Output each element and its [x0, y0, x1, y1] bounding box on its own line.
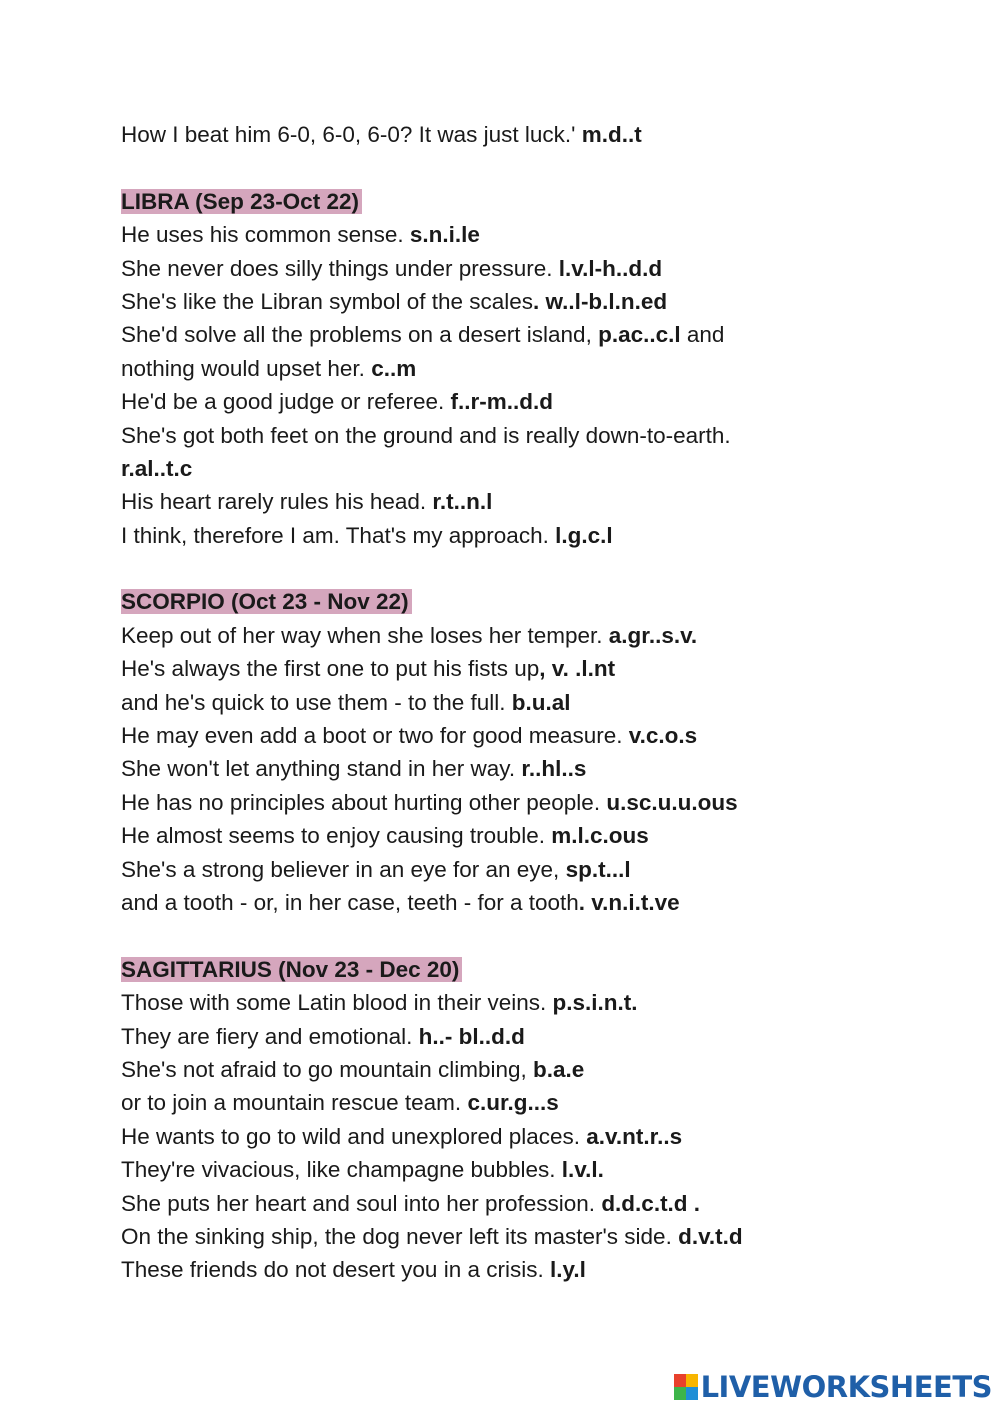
clue-line [121, 752, 841, 785]
clue-line [121, 385, 841, 418]
logo-square-yellow [686, 1374, 698, 1387]
clue-line [121, 1253, 841, 1286]
line-text: They are fiery and emotional. [121, 1023, 419, 1049]
line-text: He has no principles about hurting other people. [121, 789, 607, 815]
answer-hint: c.ur.g...s [467, 1090, 559, 1116]
clue-line [121, 619, 841, 652]
answer-hint: f..r-m..d.d [450, 389, 554, 415]
section-gap [121, 151, 841, 184]
answer-hint: a.v.nt.r..s [586, 1123, 683, 1149]
answer-hint: p.s.i.n.t. [552, 990, 638, 1016]
line-text: He uses his common sense. [121, 222, 410, 248]
clue-line [121, 485, 841, 518]
line-text: He may even add a boot or two for good measure. [121, 723, 629, 749]
line-text: He'd be a good judge or referee. [121, 389, 451, 415]
section-gap [121, 552, 841, 585]
clue-line [121, 719, 841, 752]
line-text: She's a strong believer in an eye for an eye, [121, 856, 566, 882]
liveworksheets-logo [674, 1369, 992, 1405]
clue-line [121, 285, 841, 318]
line-text: She won't let anything stand in her way. [121, 756, 522, 782]
section-heading [121, 185, 841, 218]
clue-line [121, 986, 841, 1019]
clue-line [121, 1220, 841, 1253]
answer-hint: h..- bl..d.d [418, 1023, 525, 1049]
clue-line [121, 352, 841, 385]
line-text: I think, therefore I am. That's my approach. [121, 522, 556, 548]
answer-hint: , v. .l.nt [539, 656, 616, 682]
answer-hint: sp.t...l [565, 856, 631, 882]
answer-hint: r..hl..s [521, 756, 587, 782]
line-text: She never does silly things under pressure. [121, 255, 559, 281]
line-text: She's like the Libran symbol of the scales [121, 288, 534, 314]
sections [121, 151, 841, 1286]
line-text: On the sinking ship, the dog never left its master's side. [121, 1223, 679, 1249]
clue-line [121, 1086, 841, 1119]
answer-hint: l.y.l [549, 1257, 586, 1283]
clue-line [121, 419, 841, 452]
answer-hint: v.c.o.s [628, 723, 698, 749]
answer-hint: b.a.e [533, 1056, 585, 1082]
line-text: She puts her heart and soul into her profession. [121, 1190, 602, 1216]
clue-line [121, 1053, 841, 1086]
line-text: How I beat him 6-0, 6-0, 6-0? It was just luck.' [121, 122, 582, 147]
answer-hint: c..m [371, 355, 417, 381]
clue-line [121, 519, 841, 552]
answer-hint: r.al..t.c [121, 455, 193, 481]
line-text: and he's quick to use them - to the full. [121, 689, 512, 715]
section-heading [121, 585, 841, 618]
line-text: Keep out of her way when she loses her temper. [121, 622, 609, 648]
clue-line [121, 318, 841, 351]
worksheet-page [121, 118, 841, 1287]
line-text: He wants to go to wild and unexplored places. [121, 1123, 587, 1149]
section-heading-text: SCORPIO (Oct 23 - Nov 22) [121, 589, 412, 614]
line-text: His heart rarely rules his head. [121, 489, 433, 515]
clue-line [121, 652, 841, 685]
line-text: These friends do not desert you in a crisis. [121, 1257, 550, 1283]
logo-text: LIVEWORKSHEETS [700, 1370, 992, 1404]
line-text: or to join a mountain rescue team. [121, 1090, 468, 1116]
line-text: He's always the first one to put his fists up [121, 656, 540, 682]
line-tail: and [680, 322, 725, 348]
clue-line [121, 252, 841, 285]
section-heading-text: LIBRA (Sep 23-Oct 22) [121, 189, 362, 214]
clue-line [121, 786, 841, 819]
answer-hint: . v.n.i.t.ve [578, 889, 680, 915]
answer-hint: p.ac..c.l [598, 322, 681, 348]
line-text: They're vivacious, like champagne bubbles. [121, 1157, 562, 1183]
intro-line [121, 118, 841, 151]
answer-hint: l.g.c.l [555, 522, 613, 548]
clue-line [121, 886, 841, 919]
logo-square-blue [686, 1387, 698, 1400]
line-text: He almost seems to enjoy causing trouble. [121, 823, 552, 849]
answer-hint: l.v.l. [561, 1157, 604, 1183]
clue-line [121, 452, 841, 485]
answer-hint: . w..l-b.l.n.ed [533, 288, 668, 314]
clue-line [121, 853, 841, 886]
section-gap [121, 919, 841, 952]
line-text: She'd solve all the problems on a desert island, [121, 322, 599, 348]
answer-hint: b.u.al [511, 689, 571, 715]
answer-hint: m.l.c.ous [551, 823, 649, 849]
clue-line [121, 218, 841, 251]
section-heading [121, 953, 841, 986]
clue-line [121, 1120, 841, 1153]
clue-line [121, 819, 841, 852]
clue-line [121, 1020, 841, 1053]
section-heading-text: SAGITTARIUS (Nov 23 - Dec 20) [121, 957, 462, 982]
line-text: She's not afraid to go mountain climbing, [121, 1056, 534, 1082]
line-text: and a tooth - or, in her case, teeth - for a tooth [121, 889, 579, 915]
clue-line [121, 1187, 841, 1220]
line-text: nothing would upset her. [121, 355, 372, 381]
clue-line [121, 1153, 841, 1186]
answer-hint: d.d.c.t.d . [601, 1190, 701, 1216]
answer-hint: u.sc.u.u.ous [606, 789, 738, 815]
line-text: She's got both feet on the ground and is really down-to-earth. [121, 422, 731, 448]
answer-hint: a.gr..s.v. [608, 622, 698, 648]
clue-line [121, 686, 841, 719]
logo-square-green [674, 1387, 686, 1400]
line-text: Those with some Latin blood in their veins. [121, 990, 553, 1016]
answer-hint: r.t..n.l [432, 489, 493, 515]
logo-square-red [674, 1374, 686, 1387]
answer-hint: m.d..t [581, 122, 642, 147]
answer-hint: s.n.i.le [409, 222, 480, 248]
answer-hint: d.v.t.d [678, 1223, 743, 1249]
liveworksheets-logo-icon [674, 1374, 698, 1400]
answer-hint: l.v.l-h..d.d [558, 255, 663, 281]
